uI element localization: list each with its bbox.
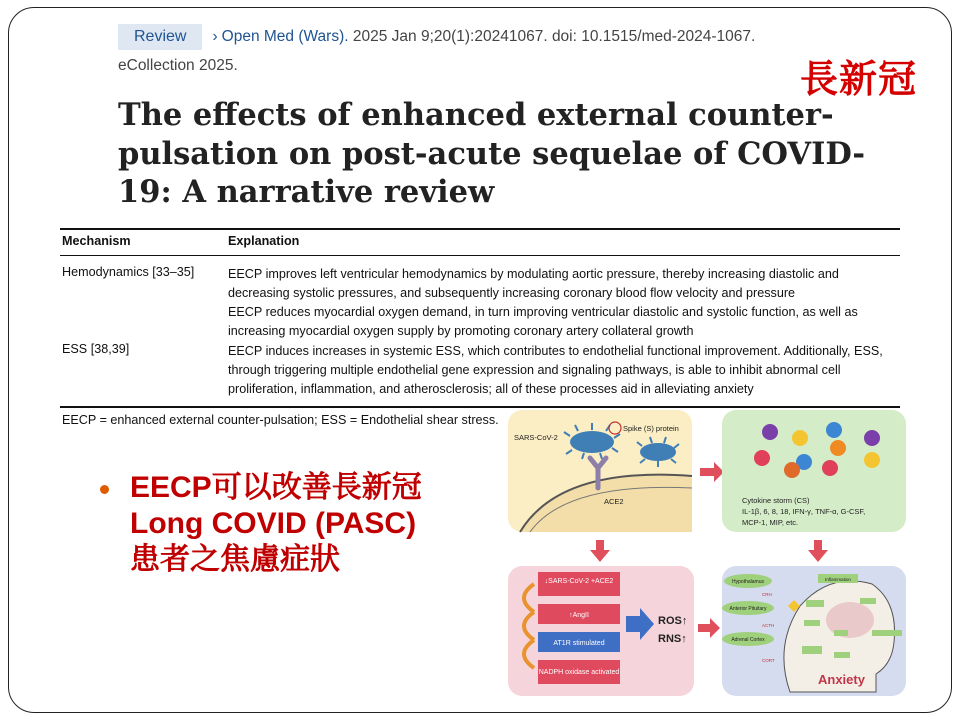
cascade-label: ↓SARS-CoV-2 +ACE2: [544, 578, 614, 585]
paper-title: The effects of enhanced external counter-pulsation on post-acute sequelae of COVID-19: A narrative review: [118, 97, 866, 210]
citation-line2: eCollection 2025.: [118, 57, 238, 74]
row-explanation-line: decreasing systolic pressures, and subsequently increasing coronary blood flow velocity and pressure: [228, 286, 796, 300]
row-explanation-line: increasing myocardial oxygen supply by promoting coronary artery collateral growth: [228, 324, 694, 338]
bullet-line: 患者之焦慮症狀: [130, 543, 340, 576]
cascade-label: AT1R stimulated: [553, 640, 605, 647]
row-explanation-line: through triggering multiple endothelial gene expression and signaling pathways, is able to inhibit abnormal cell: [228, 363, 841, 377]
table-footnote: EECP = enhanced external counter-pulsation; ESS = Endothelial shear stress.: [62, 413, 499, 427]
table-header-rule: [60, 255, 900, 256]
virus-label: SARS-CoV-2: [514, 433, 558, 442]
table-header-explanation: Explanation: [228, 234, 300, 248]
inflammation-label: Inflammation: [825, 577, 851, 582]
chevron-right-icon: ›: [212, 28, 218, 45]
cascade-label: ↑AngII: [569, 612, 589, 619]
cascade-label: NADPH oxidase activated: [538, 669, 620, 676]
bullet-text: [130, 470, 422, 578]
hpa-label: Hypothalamus: [732, 579, 764, 585]
ros-label: ROS↑: [658, 615, 688, 627]
anxiety-label: Anxiety: [818, 672, 865, 687]
cytokine-list: IL-1β, 6, 8, 18, IFN-γ, TNF-α, G-CSF,: [742, 507, 866, 516]
arrow-down-icon: [590, 540, 610, 562]
row-explanation-line: EECP reduces myocardial oxygen demand, in turn improving ventricular diastolic and systolic function, as well as: [228, 305, 858, 319]
table-header-mechanism: Mechanism: [62, 234, 131, 248]
anxiety-panel: [722, 566, 906, 696]
hormone-label: CRH: [762, 592, 772, 597]
mechanism-figure: [500, 406, 912, 702]
spike-label: Spike (S) protein: [623, 424, 679, 433]
journal-link[interactable]: Open Med (Wars).: [221, 28, 349, 45]
arrow-right-icon: [700, 462, 724, 482]
citation-details: 2025 Jan 9;20(1):20241067. doi: 10.1515/med-2024-1067.: [352, 28, 756, 45]
ace2-label: ACE2: [604, 497, 624, 506]
citation: [118, 20, 818, 53]
arrow-right-icon: [698, 618, 720, 638]
arrow-down-icon: [808, 540, 828, 562]
row-mechanism: Hemodynamics [33–35]: [62, 265, 195, 279]
row-explanation-line: EECP induces increases in systemic ESS, which contributes to endothelial functional improvement. Additionally, ESS,: [228, 344, 883, 358]
cytokine-panel: [722, 410, 906, 532]
virus-panel: [508, 410, 692, 532]
bullet-line: EECP可以改善長新冠: [130, 471, 422, 504]
table-top-rule: [60, 228, 900, 230]
bullet-dot-icon: [100, 485, 109, 494]
cytokine-title: Cytokine storm (CS): [742, 496, 810, 505]
row-explanation: [228, 265, 898, 341]
hormone-label: ACTH: [762, 623, 775, 628]
cytokine-list: MCP-1, MIP, etc.: [742, 518, 799, 527]
hormone-label: CORT: [762, 658, 775, 663]
row-explanation-line: EECP improves left ventricular hemodynamics by modulating aortic pressure, thereby increasing diastolic and: [228, 267, 839, 281]
hpa-label: Adrenal Cortex: [731, 637, 765, 643]
row-explanation: [228, 342, 898, 399]
cascade-panel: [508, 566, 694, 696]
row-explanation-line: proliferation, inflammation, and atherosclerosis; all of these processes aid in alleviating anxiety: [228, 382, 754, 396]
row-mechanism: ESS [38,39]: [62, 342, 130, 356]
rns-label: RNS↑: [658, 633, 687, 645]
hpa-label: Anterior Pituitary: [729, 606, 767, 612]
topic-tag: 長新冠: [800, 57, 918, 101]
bullet-line: Long COVID (PASC): [130, 507, 417, 540]
review-badge[interactable]: Review: [118, 24, 202, 50]
